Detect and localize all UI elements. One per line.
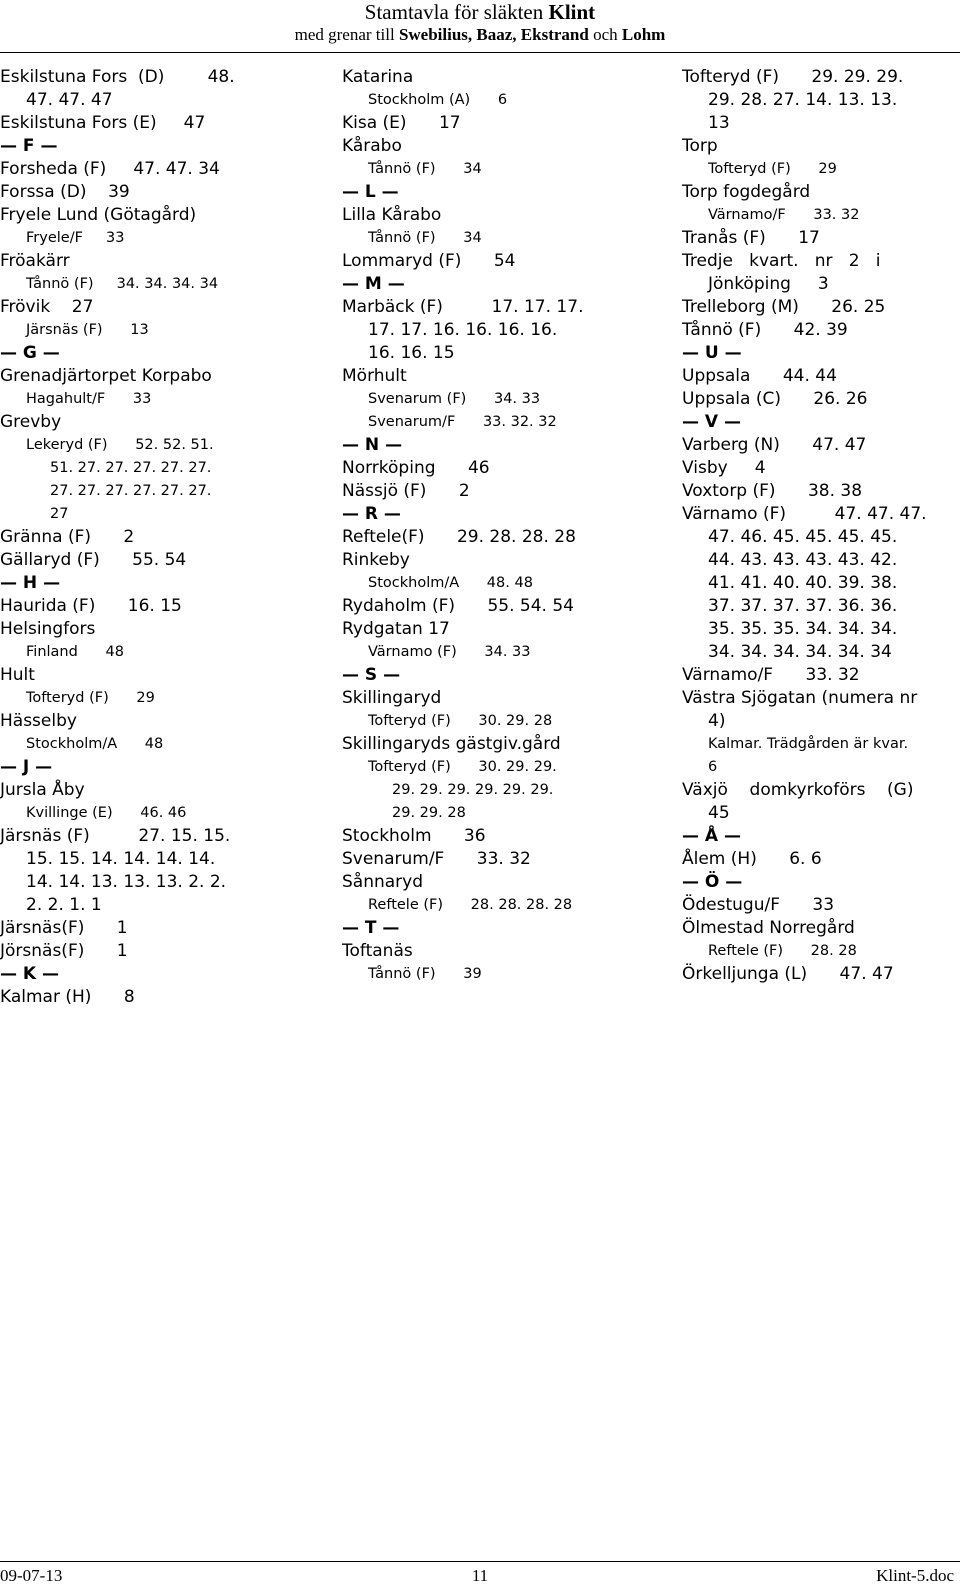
- header-subtitle-och: och: [588, 25, 622, 44]
- place-entry: Nässjö (F) 2: [342, 481, 470, 501]
- place-detail: Svenarum (F) 34. 33: [368, 391, 541, 407]
- place-entry: Stockholm 36: [342, 826, 486, 846]
- place-detail: Tofteryd (F) 29: [26, 690, 155, 706]
- place-entry: Tranås (F) 17: [682, 228, 820, 248]
- place-entry: Kalmar (H) 8: [0, 987, 135, 1007]
- place-detail: Tofteryd (F) 30. 29. 29.: [368, 759, 557, 775]
- index-column-1: [0, 66, 290, 1009]
- section-letter-heading: — K —: [0, 964, 60, 984]
- place-entry: Tofteryd (F) 29. 29. 29.: [682, 67, 904, 87]
- place-detail: Stockholm/A 48: [26, 736, 164, 752]
- section-letter-heading: — S —: [342, 665, 401, 685]
- header-family-name: Klint: [548, 0, 596, 24]
- place-detail: Reftele (F) 28. 28: [708, 943, 857, 959]
- place-entry: Mörhult: [342, 366, 407, 386]
- place-entry: Rydgatan 17: [342, 619, 450, 639]
- place-detail: Tånnö (F) 34. 34. 34. 34: [26, 276, 219, 292]
- header-subtitle-prefix: med grenar till: [294, 25, 399, 44]
- place-entry: Katarina: [342, 67, 414, 87]
- place-entry: Ölmestad Norregård: [682, 918, 855, 938]
- place-entry: Hult: [0, 665, 35, 685]
- place-detail: 13: [708, 113, 730, 133]
- section-letter-heading: — F —: [0, 136, 58, 156]
- place-entry: Torp fogdegård: [682, 182, 811, 202]
- place-entry: Rinkeby: [342, 550, 410, 570]
- place-entry: Skillingaryd: [342, 688, 442, 708]
- place-entry: Ålem (H) 6. 6: [682, 849, 822, 869]
- place-entry: Eskilstuna Fors (D) 48.: [0, 67, 235, 87]
- place-entry: Svenarum/F 33. 32: [342, 849, 531, 869]
- section-letter-heading: — V —: [682, 412, 741, 432]
- place-detail: Reftele (F) 28. 28. 28. 28: [368, 897, 573, 913]
- section-letter-heading: — N —: [342, 435, 403, 455]
- place-detail: Tånnö (F) 34: [368, 161, 482, 177]
- header-subtitle: [0, 24, 960, 46]
- place-detail: Hagahult/F 33: [26, 391, 152, 407]
- place-entry: Lommaryd (F) 54: [342, 251, 516, 271]
- place-entry: Forsheda (F) 47. 47. 34: [0, 159, 220, 179]
- place-entry: Hässelby: [0, 711, 77, 731]
- place-detail: Stockholm/A 48. 48: [368, 575, 533, 591]
- place-entry: Frövik 27: [0, 297, 94, 317]
- header-branch-names: Swebilius, Baaz, Ekstrand: [398, 25, 589, 44]
- place-detail: 16. 16. 15: [368, 343, 455, 363]
- section-letter-heading: — J —: [0, 757, 53, 777]
- place-detail: Kalmar. Trädgården är kvar.: [708, 736, 909, 752]
- index-column-3: [682, 66, 960, 986]
- place-entry: Helsingfors: [0, 619, 96, 639]
- place-entry: Örkelljunga (L) 47. 47: [682, 964, 894, 984]
- place-detail: Värnamo (F) 34. 33: [368, 644, 531, 660]
- place-entry: Grenadjärtorpet Korpabo: [0, 366, 212, 386]
- section-letter-heading: — U —: [682, 343, 742, 363]
- section-letter-heading: — Å —: [682, 826, 741, 846]
- section-letter-heading: — L —: [342, 182, 399, 202]
- page-header: [0, 0, 960, 46]
- place-detail: Lekeryd (F) 52. 52. 51.: [26, 437, 214, 453]
- place-detail: 4): [708, 711, 726, 731]
- place-entry: Fröakärr: [0, 251, 70, 271]
- place-detail: 29. 29. 28: [392, 805, 466, 821]
- place-detail: 37. 37. 37. 37. 36. 36.: [708, 596, 898, 616]
- place-entry: Kisa (E) 17: [342, 113, 461, 133]
- place-entry: Tånnö (F) 42. 39: [682, 320, 848, 340]
- place-entry: Varberg (N) 47. 47: [682, 435, 867, 455]
- index-column-2: [342, 66, 632, 986]
- place-entry: Voxtorp (F) 38. 38: [682, 481, 863, 501]
- header-title: [0, 0, 960, 24]
- place-entry: Rydaholm (F) 55. 54. 54: [342, 596, 574, 616]
- place-detail: 51. 27. 27. 27. 27. 27.: [50, 460, 212, 476]
- place-entry: Uppsala 44. 44: [682, 366, 837, 386]
- place-detail: Värnamo/F 33. 32: [708, 207, 860, 223]
- place-detail: 14. 14. 13. 13. 13. 2. 2.: [26, 872, 227, 892]
- place-detail: 45: [708, 803, 730, 823]
- section-letter-heading: — T —: [342, 918, 400, 938]
- place-detail: Fryele/F 33: [26, 230, 125, 246]
- place-entry: Skillingaryds gästgiv.gård: [342, 734, 561, 754]
- place-entry: Grevby: [0, 412, 62, 432]
- place-entry: Jörsnäs(F) 1: [0, 941, 128, 961]
- place-entry: Sånnaryd: [342, 872, 424, 892]
- place-entry: Järsnäs (F) 27. 15. 15.: [0, 826, 231, 846]
- place-entry: Lilla Kårabo: [342, 205, 442, 225]
- section-letter-heading: — G —: [0, 343, 60, 363]
- footer-rule: [0, 1561, 960, 1562]
- place-detail: 44. 43. 43. 43. 43. 42.: [708, 550, 898, 570]
- header-branch-last: Lohm: [621, 25, 666, 44]
- section-letter-heading: — M —: [342, 274, 405, 294]
- place-detail: Tånnö (F) 39: [368, 966, 482, 982]
- header-title-prefix: Stamtavla för släkten: [364, 0, 549, 24]
- place-entry: Uppsala (C) 26. 26: [682, 389, 868, 409]
- place-detail: Svenarum/F 33. 32. 32: [368, 414, 557, 430]
- place-detail: 2. 2. 1. 1: [26, 895, 102, 915]
- place-entry: Gällaryd (F) 55. 54: [0, 550, 187, 570]
- place-detail: Tofteryd (F) 29: [708, 161, 837, 177]
- place-detail: Tofteryd (F) 30. 29. 28: [368, 713, 553, 729]
- place-detail: 35. 35. 35. 34. 34. 34.: [708, 619, 898, 639]
- place-entry: Värnamo/F 33. 32: [682, 665, 860, 685]
- place-detail: Kvillinge (E) 46. 46: [26, 805, 187, 821]
- place-detail: 29. 28. 27. 14. 13. 13.: [708, 90, 898, 110]
- place-entry: Toftanäs: [342, 941, 413, 961]
- place-detail: 27. 27. 27. 27. 27. 27.: [50, 483, 212, 499]
- place-detail: Jönköping 3: [708, 274, 829, 294]
- place-detail: 47. 46. 45. 45. 45. 45.: [708, 527, 898, 547]
- place-entry: Visby 4: [682, 458, 766, 478]
- place-detail: 15. 15. 14. 14. 14. 14.: [26, 849, 216, 869]
- place-detail: 41. 41. 40. 40. 39. 38.: [708, 573, 898, 593]
- place-detail: Tånnö (F) 34: [368, 230, 482, 246]
- place-detail: Stockholm (A) 6: [368, 92, 508, 108]
- place-entry: Järsnäs(F) 1: [0, 918, 128, 938]
- place-detail: 47. 47. 47: [26, 90, 113, 110]
- section-letter-heading: — R —: [342, 504, 401, 524]
- place-entry: Marbäck (F) 17. 17. 17.: [342, 297, 584, 317]
- place-entry: Eskilstuna Fors (E) 47: [0, 113, 206, 133]
- place-detail: Järsnäs (F) 13: [26, 322, 149, 338]
- place-entry: Tredje kvart. nr 2 i: [682, 251, 881, 271]
- place-entry: Gränna (F) 2: [0, 527, 135, 547]
- place-detail: 6: [708, 759, 718, 775]
- place-entry: Västra Sjögatan (numera nr: [682, 688, 918, 708]
- footer-date: 09-07-13: [0, 1566, 63, 1585]
- place-entry: Fryele Lund (Götagård): [0, 205, 197, 225]
- place-detail: 17. 17. 16. 16. 16. 16.: [368, 320, 558, 340]
- footer-filename: Klint-5.doc: [876, 1566, 954, 1585]
- place-detail: 29. 29. 29. 29. 29. 29.: [392, 782, 554, 798]
- place-entry: Torp: [682, 136, 718, 156]
- header-rule: [0, 52, 960, 53]
- place-entry: Trelleborg (M) 26. 25: [682, 297, 886, 317]
- place-detail: Finland 48: [26, 644, 124, 660]
- footer-page-number: 11: [471, 1566, 489, 1585]
- place-entry: Forssa (D) 39: [0, 182, 130, 202]
- place-entry: Reftele(F) 29. 28. 28. 28: [342, 527, 576, 547]
- place-entry: Jursla Åby: [0, 780, 85, 800]
- place-detail: 34. 34. 34. 34. 34. 34: [708, 642, 892, 662]
- place-entry: Växjö domkyrkoförs (G): [682, 780, 914, 800]
- place-entry: Kårabo: [342, 136, 402, 156]
- place-entry: Norrköping 46: [342, 458, 490, 478]
- place-entry: Ödestugu/F 33: [682, 895, 835, 915]
- section-letter-heading: — H —: [0, 573, 61, 593]
- place-detail: 27: [50, 506, 69, 522]
- place-entry: Värnamo (F) 47. 47. 47.: [682, 504, 927, 524]
- section-letter-heading: — Ö —: [682, 872, 743, 892]
- place-entry: Haurida (F) 16. 15: [0, 596, 182, 616]
